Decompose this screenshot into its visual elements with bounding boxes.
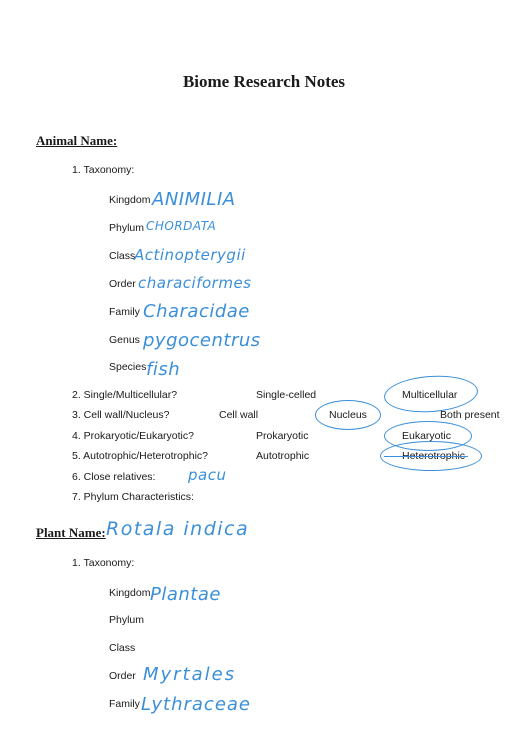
option-eukaryotic: Eukaryotic [402, 430, 452, 442]
plant-phylum-label: Phylum [109, 614, 145, 626]
question-single-multicellular: 2. Single/Multicellular? [72, 389, 178, 401]
animal-species-label: Species [109, 361, 147, 373]
question-close-relatives: 6. Close relatives: [72, 471, 156, 483]
page-title: Biome Research Notes [182, 72, 346, 91]
animal-species-value: fish [146, 359, 181, 380]
plant-family-label: Family [109, 698, 140, 710]
animal-order-value: characiformes [138, 274, 252, 292]
option-heterotrophic: Heterotrophic [402, 450, 466, 462]
option-prokaryotic: Prokaryotic [256, 430, 309, 442]
question-prokaryotic-eukaryotic: 4. Prokaryotic/Eukaryotic? [72, 430, 194, 442]
option-cell-wall: Cell wall [219, 409, 259, 421]
question-phylum-characteristics: 7. Phylum Characteristics: [72, 491, 194, 503]
option-both-present: Both present [440, 409, 500, 421]
option-nucleus: Nucleus [329, 409, 367, 421]
animal-taxonomy-item: 1. Taxonomy: [72, 164, 135, 176]
animal-class-label: Class [109, 250, 136, 262]
option-multicellular: Multicellular [402, 389, 458, 401]
animal-kingdom-value: ANIMILIA [152, 189, 236, 210]
animal-phylum-label: Phylum [109, 222, 145, 234]
option-single-celled: Single-celled [256, 389, 317, 401]
animal-order-label: Order [109, 278, 136, 290]
question-autotrophic-heterotrophic: 5. Autotrophic/Heterotrophic? [72, 450, 208, 462]
plant-taxonomy-item: 1. Taxonomy: [72, 557, 135, 569]
plant-family-value: Lythraceae [141, 694, 252, 715]
plant-kingdom-label: Kingdom [109, 587, 151, 599]
plant-name-value: Rotala indica [106, 518, 250, 540]
animal-phylum-value: CHORDATA [146, 219, 217, 233]
circle-nucleus [315, 400, 381, 430]
animal-genus-label: Genus [109, 334, 140, 346]
plant-class-label: Class [109, 642, 136, 654]
animal-class-value: Actinopterygii [134, 246, 246, 264]
heterotrophic-strike-line [384, 456, 468, 457]
plant-kingdom-value: Plantae [150, 584, 221, 605]
animal-name-heading: Animal Name: [36, 133, 118, 148]
animal-genus-value: pygocentrus [143, 330, 261, 351]
animal-family-value: Characidae [143, 301, 250, 322]
plant-order-label: Order [109, 670, 136, 682]
close-relatives-value: pacu [188, 466, 227, 484]
plant-order-value: Myrtales [143, 664, 237, 685]
option-autotrophic: Autotrophic [256, 450, 310, 462]
animal-kingdom-label: Kingdom [109, 194, 151, 206]
animal-family-label: Family [109, 306, 140, 318]
plant-name-heading: Plant Name: [36, 525, 106, 540]
question-cellwall-nucleus: 3. Cell wall/Nucleus? [72, 409, 170, 421]
